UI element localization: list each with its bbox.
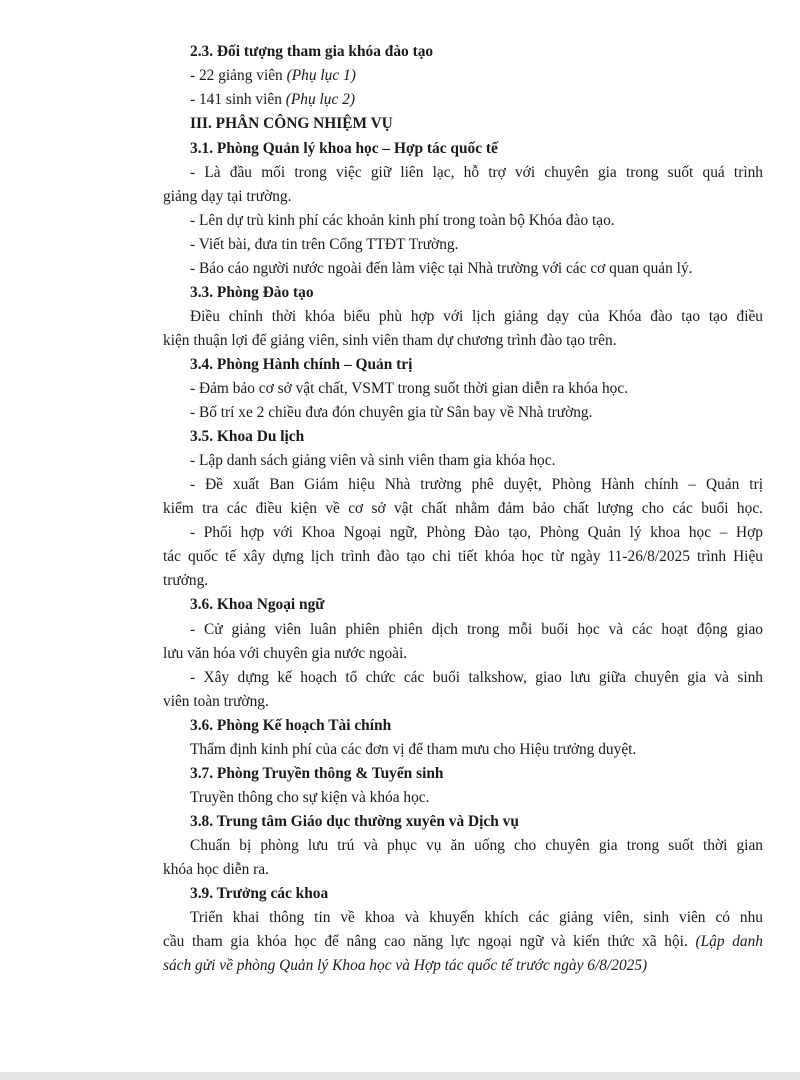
paragraph-line: - Bố trí xe 2 chiều đưa đón chuyên gia từ Sân bay về Nhà trường. [190, 404, 593, 421]
paragraph-line: Điều chỉnh thời khóa biểu phù hợp với lịch giảng dạy của Khóa đào tạo tạo điều [190, 308, 763, 325]
section-III-heading: III. PHÂN CÔNG NHIỆM VỤ [190, 115, 393, 132]
section-3-9-heading: 3.9. Trưởng các khoa [190, 885, 329, 902]
paragraph-line: - Cử giảng viên luân phiên phiên dịch trong mỗi buổi học và các hoạt động giao [190, 621, 763, 638]
paragraph-line: khóa học diễn ra. [163, 861, 269, 878]
section-3-7-heading: 3.7. Phòng Truyền thông & Tuyển sinh [190, 765, 444, 782]
paragraph-line: - Lên dự trù kinh phí các khoản kinh phí trong toàn bộ Khóa đào tạo. [190, 212, 615, 229]
paragraph-line [163, 932, 763, 952]
section-2-3-heading: 2.3. Đối tượng tham gia khóa đào tạo [190, 43, 434, 60]
paragraph-line: viên toàn trường. [163, 693, 269, 710]
paragraph-line: Triển khai thông tin về khoa và khuyến khích các giảng viên, sinh viên có nhu [190, 909, 763, 926]
paragraph-line: - Xây dựng kế hoạch tổ chức các buổi talkshow, giao lưu giữa chuyên gia và sinh [190, 669, 763, 686]
section-3-3-heading: 3.3. Phòng Đào tạo [190, 284, 314, 301]
section-3-5-heading: 3.5. Khoa Du lịch [190, 428, 305, 445]
list-item [190, 66, 356, 86]
paragraph-line: - Là đầu mối trong việc giữ liên lạc, hỗ trợ với chuyên gia trong suốt quá trình [190, 164, 763, 181]
paragraph-text: cầu tham gia khóa học để nâng cao năng lực ngoại ngữ và kiến thức xã hội. [163, 933, 696, 950]
paragraph-line: tác quốc tế xây dựng lịch trình đào tạo chi tiết khóa học từ ngày 11-26/8/2025 trình Hiệu [163, 548, 763, 565]
paragraph-line: kiện thuận lợi để giảng viên, sinh viên tham dự chương trình đào tạo trên. [163, 332, 617, 349]
paragraph-line: Chuẩn bị phòng lưu trú và phục vụ ăn uống cho chuyên gia trong suốt thời gian [190, 837, 763, 854]
paragraph-line: - Báo cáo người nước ngoài đến làm việc tại Nhà trường với các cơ quan quản lý. [190, 260, 693, 277]
paragraph-line: - Phối hợp với Khoa Ngoại ngữ, Phòng Đào tạo, Phòng Quản lý khoa học – Hợp [190, 524, 763, 541]
paragraph-line: - Đề xuất Ban Giám hiệu Nhà trường phê duyệt, Phòng Hành chính – Quản trị [190, 476, 763, 493]
section-3-8-heading: 3.8. Trung tâm Giáo dục thường xuyên và Dịch vụ [190, 813, 519, 830]
paragraph-line: Thẩm định kinh phí của các đơn vị để tham mưu cho Hiệu trưởng duyệt. [190, 741, 637, 758]
item-note: (Phụ lục 2) [285, 91, 356, 108]
list-item [190, 90, 355, 110]
item-text: - 141 sinh viên [190, 91, 286, 108]
section-3-6-finance-heading: 3.6. Phòng Kế hoạch Tài chính [190, 717, 392, 734]
bottom-edge [0, 1072, 800, 1080]
paragraph-line: kiểm tra các điều kiện về cơ sở vật chất nhằm đảm bảo chất lượng cho các buổi học. [163, 500, 763, 517]
paragraph-note-line: sách gửi về phòng Quản lý Khoa học và Hợp tác quốc tế trước ngày 6/8/2025) [163, 957, 648, 974]
paragraph-line: - Viết bài, đưa tin trên Cổng TTĐT Trường. [190, 236, 459, 253]
paragraph-line: giảng dạy tại trường. [163, 188, 292, 205]
paragraph-note: (Lập danh [695, 933, 763, 950]
paragraph-line: - Lập danh sách giảng viên và sinh viên tham gia khóa học. [190, 452, 556, 469]
paragraph-line: trưởng. [163, 572, 209, 589]
section-3-6-heading: 3.6. Khoa Ngoại ngữ [190, 596, 325, 613]
paragraph-line: lưu văn hóa với chuyên gia nước ngoài. [163, 645, 408, 662]
item-note: (Phụ lục 1) [286, 67, 356, 84]
item-text: - 22 giảng viên [190, 67, 287, 84]
paragraph-line: Truyền thông cho sự kiện và khóa học. [190, 789, 430, 806]
section-3-1-heading: 3.1. Phòng Quản lý khoa học – Hợp tác quốc tế [190, 140, 498, 157]
paragraph-line: - Đảm bảo cơ sở vật chất, VSMT trong suốt thời gian diễn ra khóa học. [190, 380, 629, 397]
section-3-4-heading: 3.4. Phòng Hành chính – Quản trị [190, 356, 413, 373]
